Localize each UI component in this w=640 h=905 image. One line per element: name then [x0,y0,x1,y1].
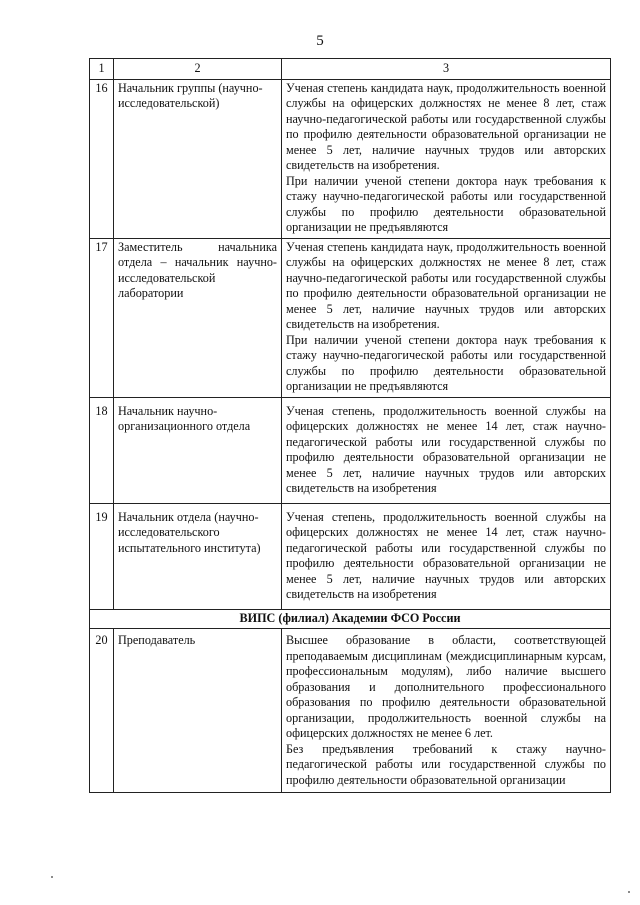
requirements-cell [282,503,611,609]
requirements-cell [282,629,611,793]
requirements-cell [282,397,611,503]
requirements-paragraph: При наличии ученой степени доктора наук требования к стажу научно-педагогической работы или государственной службы по профилю деятельности образовательной организации не предъявляются [286,332,606,393]
row-number: 17 [90,238,114,397]
table-row [90,79,611,238]
qualification-table [89,58,611,793]
page-number: 5 [316,33,324,49]
header-col-3: 3 [282,59,611,80]
row-number: 16 [90,79,114,238]
header-col-2: 2 [114,59,282,80]
section-title: ВИПС (филиал) Академии ФСО России [90,609,611,629]
position-title: Начальник отдела (научно-исследовательского испытательного института) [114,503,282,609]
scan-speck [628,891,630,893]
position-title: Начальник группы (научно-исследовательской) [114,79,282,238]
position-title: Заместитель начальника отдела – начальник научно-исследовательской лаборатории [114,238,282,397]
requirements-paragraph: Высшее образование в области, соответствующей преподаваемым дисциплинам (междисциплинарным курсам, профессиональным модулям), либо наличие высшего образования и дополнительного профессионального образования по профилю деятельности образовательной организации, продолжительность военной службы на офицерских должностях не менее 6 лет. [286,633,606,740]
requirements-paragraph: При наличии ученой степени доктора наук требования к стажу научно-педагогической работы или государственной службы по профилю деятельности образовательной организации не предъявляются [286,173,606,234]
table-row [90,629,611,793]
requirements-paragraph: Ученая степень кандидата наук, продолжительность военной службы на офицерских должностях не менее 8 лет, стаж научно-педагогической работы или государственной службы по профилю деятельности образовательной организации не менее 5 лет, наличие научных трудов или авторских свидетельств на изобретения. [286,239,606,331]
table-header-row [90,59,611,80]
section-header-row [90,609,611,629]
position-title: Преподаватель [114,629,282,793]
header-col-1: 1 [90,59,114,80]
requirements-paragraph: Ученая степень кандидата наук, продолжительность военной службы на офицерских должностях не менее 8 лет, стаж научно-педагогической работы или государственной службы по профилю деятельности образовательной организации не менее 5 лет, наличие научных трудов или авторских свидетельств на изобретения. [286,80,606,172]
requirements-paragraph: Ученая степень, продолжительность военной службы на офицерских должностях не менее 14 лет, стаж научно-педагогической работы или государственной службы по профилю деятельности образовательной организации не менее 5 лет, наличие научных трудов или авторских свидетельств на изобретения [286,403,606,495]
table-row [90,503,611,609]
table-row [90,238,611,397]
position-title: Начальник научно-организационного отдела [114,397,282,503]
row-number: 20 [90,629,114,793]
row-number: 18 [90,397,114,503]
requirements-cell [282,79,611,238]
requirements-paragraph: Ученая степень, продолжительность военной службы на офицерских должностях не менее 14 лет, стаж научно-педагогической работы или государственной службы по профилю деятельности образовательной организации не менее 5 лет, наличие научных трудов или авторских свидетельств на изобретения [286,509,606,601]
requirements-cell [282,238,611,397]
row-number: 19 [90,503,114,609]
table-row [90,397,611,503]
requirements-paragraph: Без предъявления требований к стажу научно-педагогической работы или государственной службы по профилю деятельности образовательной организации [286,741,606,787]
scan-speck [51,876,53,878]
